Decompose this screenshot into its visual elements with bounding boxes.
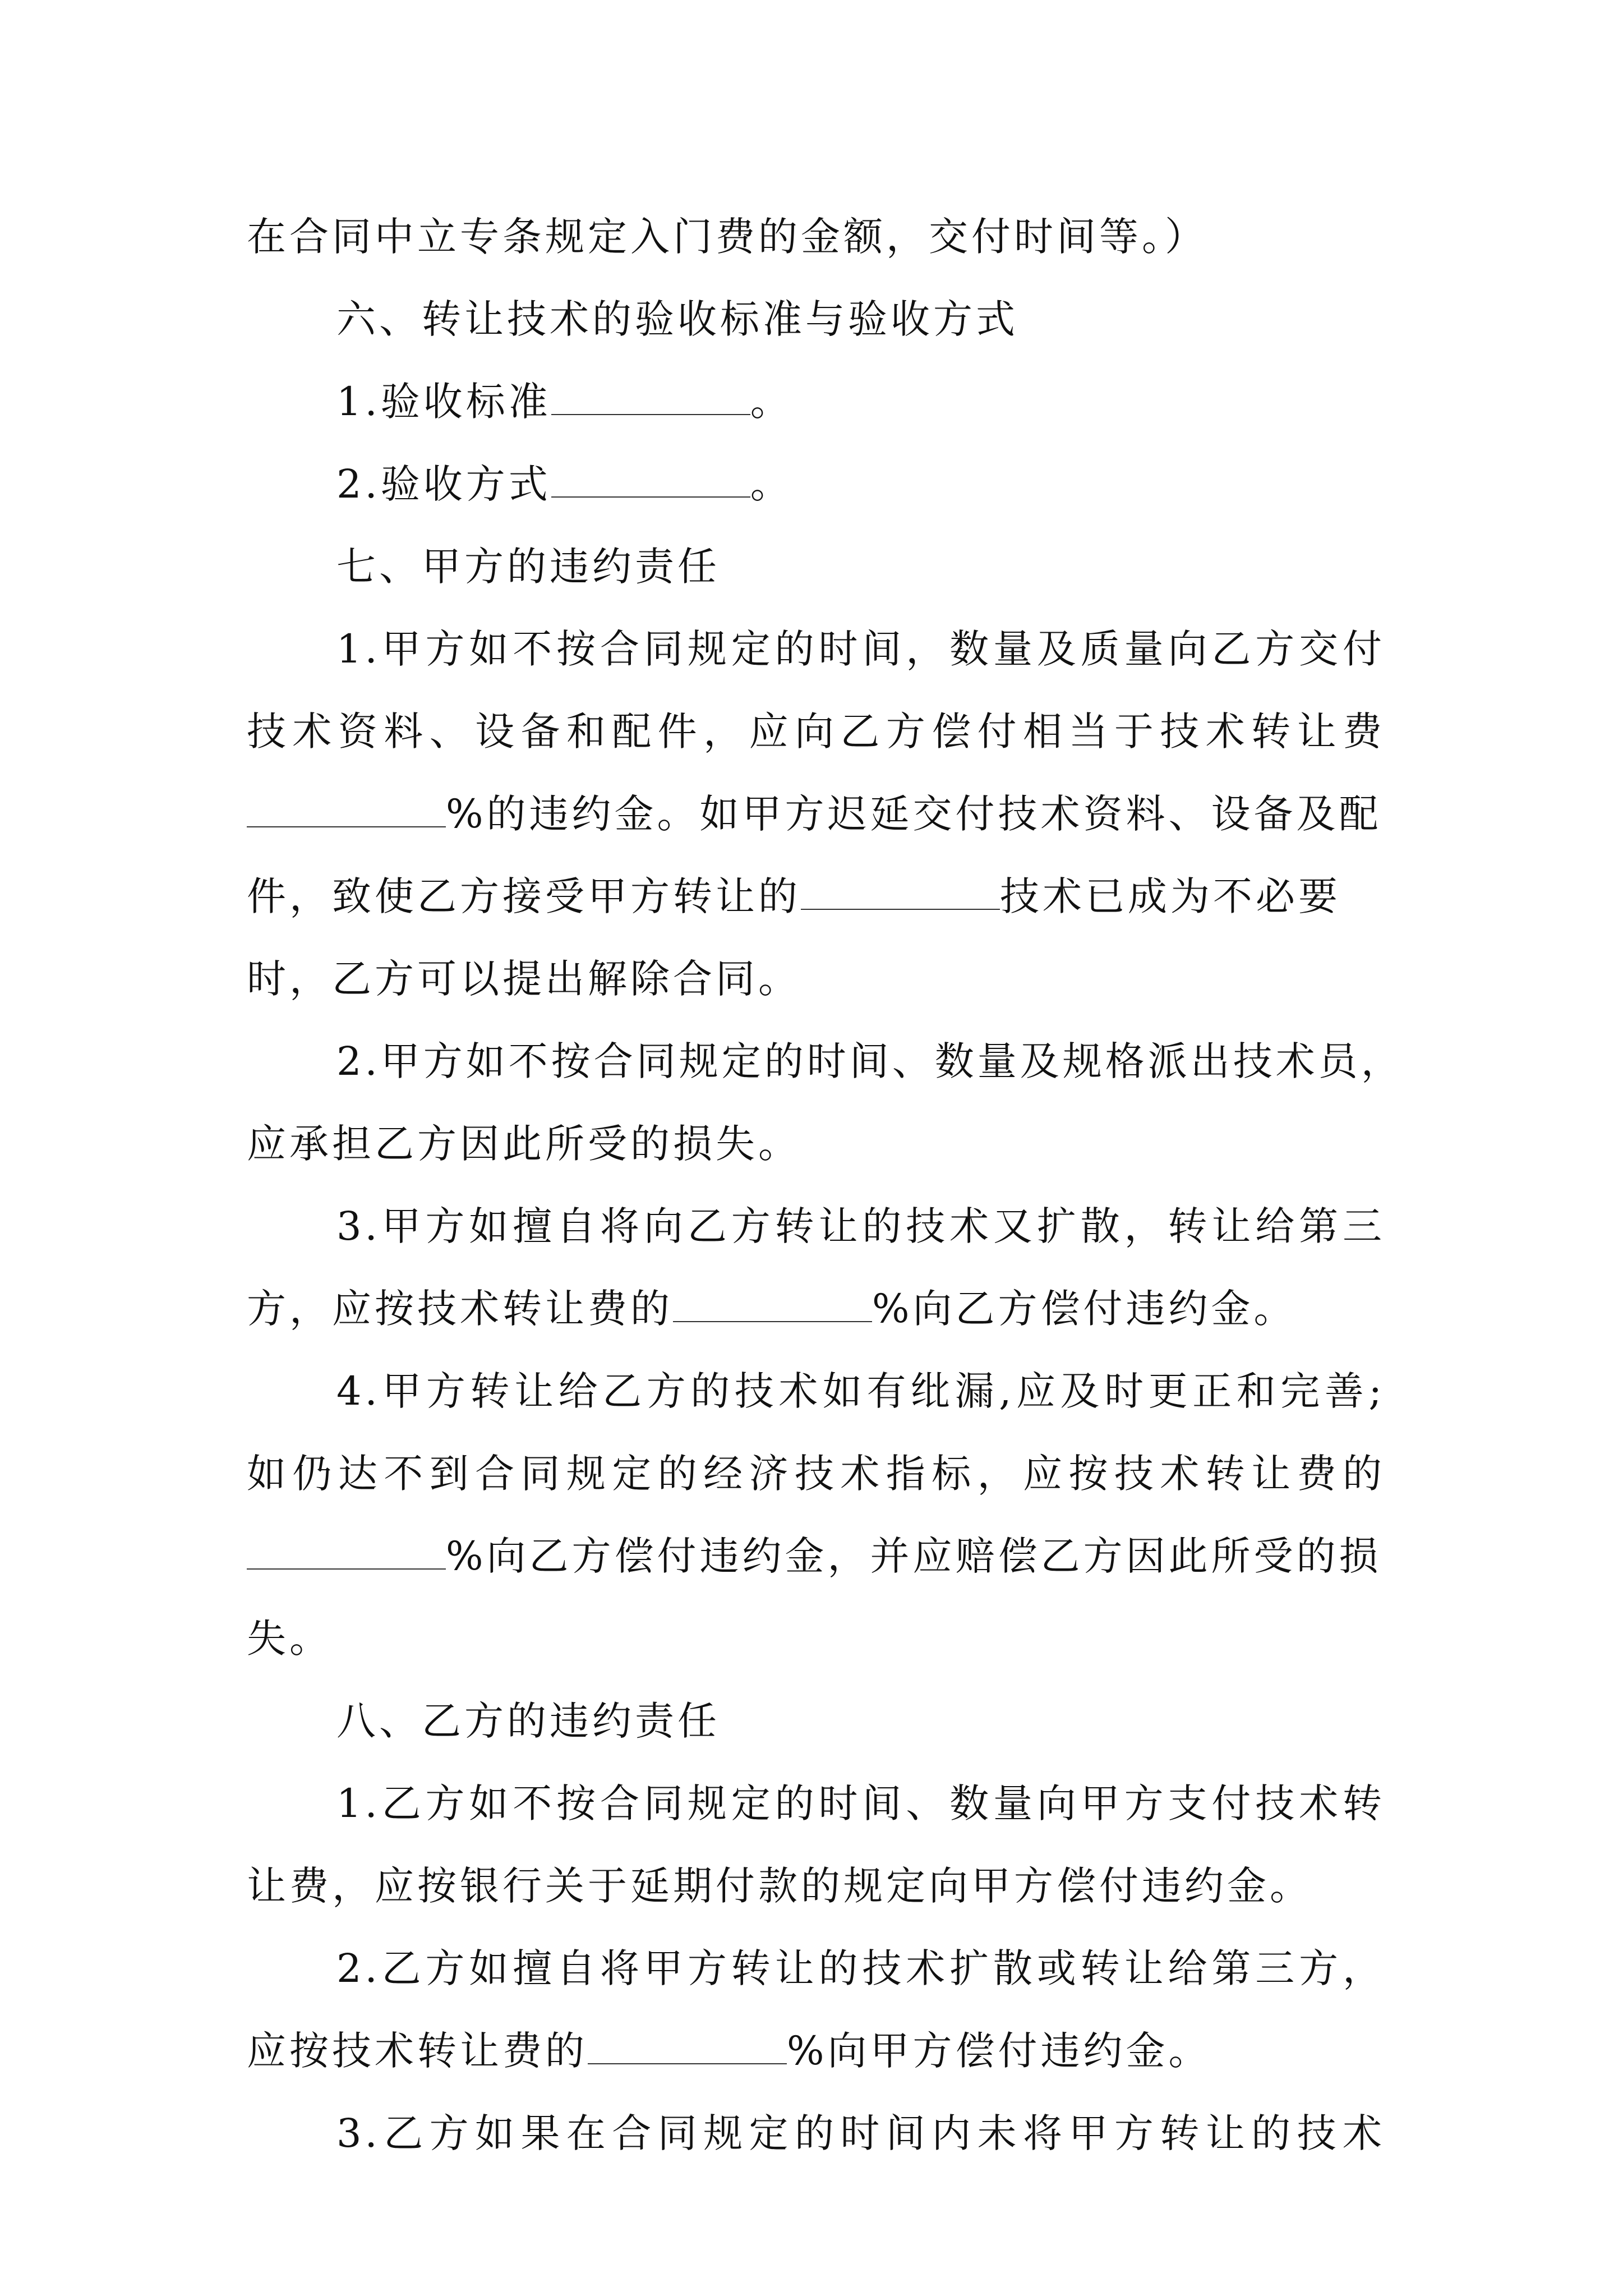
text-line bbox=[336, 2100, 1385, 2167]
text-segment: 八、乙方的违约责任 bbox=[336, 1698, 720, 1744]
text-line bbox=[247, 2017, 1385, 2085]
text-line bbox=[247, 1440, 1385, 1507]
text-segment: 2.乙方如擅自将甲方转让的技术扩散或转让给第三方， bbox=[336, 1945, 1385, 1991]
text-line bbox=[336, 615, 1385, 683]
text-line bbox=[247, 1110, 1385, 1177]
text-line bbox=[336, 1770, 1385, 1837]
text-segment: 在合同中立专条规定入门费的金额，交付时间等。） bbox=[247, 214, 1207, 260]
section-heading bbox=[336, 286, 1385, 353]
text-segment: 时，乙方可以提出解除合同。 bbox=[247, 956, 801, 1002]
text-line bbox=[336, 1935, 1385, 2002]
fill-in-blank bbox=[551, 464, 750, 498]
text-segment: 1.乙方如不按合同规定的时间、数量向甲方支付技术转 bbox=[336, 1780, 1385, 1826]
text-segment: 。 bbox=[750, 461, 793, 507]
fill-in-blank bbox=[588, 2031, 787, 2064]
text-line bbox=[247, 780, 1385, 848]
text-segment: 1.验收标准 bbox=[336, 379, 551, 425]
text-segment: 失。 bbox=[247, 1616, 332, 1662]
section-heading bbox=[336, 533, 1385, 600]
text-segment: 方，应按技术转让费的 bbox=[247, 1286, 673, 1332]
fill-in-blank bbox=[247, 794, 446, 827]
section-heading bbox=[336, 1687, 1385, 1755]
text-line bbox=[247, 1275, 1385, 1342]
text-segment: 4.甲方转让给乙方的技术如有纰漏,应及时更正和完善; bbox=[336, 1368, 1385, 1414]
text-segment: 七、甲方的违约责任 bbox=[336, 544, 720, 590]
text-segment: 让费，应按银行关于延期付款的规定向甲方偿付违约金。 bbox=[247, 1863, 1312, 1909]
text-segment: %向乙方偿付违约金。 bbox=[872, 1286, 1297, 1332]
text-segment: 3.甲方如擅自将向乙方转让的技术又扩散，转让给第三 bbox=[336, 1203, 1385, 1249]
text-segment: 。 bbox=[750, 379, 793, 425]
text-segment: 2.甲方如不按合同规定的时间、数量及规格派出技术员， bbox=[336, 1038, 1404, 1084]
text-line bbox=[336, 1028, 1404, 1095]
text-line bbox=[247, 698, 1385, 765]
text-segment: 1.甲方如不按合同规定的时间，数量及质量向乙方交付 bbox=[336, 626, 1385, 672]
text-segment: 3.乙方如果在合同规定的时间内未将甲方转让的技术 bbox=[336, 2110, 1385, 2156]
text-segment: 如仍达不到合同规定的经济技术指标，应按技术转让费的 bbox=[247, 1451, 1385, 1497]
text-segment: 2.验收方式 bbox=[336, 461, 551, 507]
fill-in-blank bbox=[551, 381, 750, 415]
text-segment: 应按技术转让费的 bbox=[247, 2028, 588, 2074]
text-line bbox=[247, 1605, 1385, 1672]
text-line bbox=[336, 1358, 1385, 1425]
text-line bbox=[336, 450, 1385, 518]
text-segment: 技术资料、设备和配件，应向乙方偿付相当于技术转让费 bbox=[247, 708, 1385, 754]
text-segment: %向甲方偿付违约金。 bbox=[787, 2028, 1211, 2074]
text-segment: 件，致使乙方接受甲方转让的 bbox=[247, 873, 801, 919]
text-line bbox=[247, 1522, 1385, 1590]
text-segment: %向乙方偿付违约金，并应赔偿乙方因此所受的损 bbox=[446, 1533, 1382, 1579]
text-segment: 应承担乙方因此所受的损失。 bbox=[247, 1121, 801, 1167]
fill-in-blank bbox=[247, 1536, 446, 1570]
fill-in-blank bbox=[801, 876, 1000, 910]
text-line bbox=[336, 1193, 1385, 1260]
text-segment: %的违约金。如甲方迟延交付技术资料、设备及配 bbox=[446, 791, 1382, 837]
text-line bbox=[247, 1852, 1385, 1920]
fill-in-blank bbox=[673, 1289, 872, 1322]
text-line bbox=[247, 945, 1385, 1013]
text-line bbox=[247, 863, 1385, 930]
text-segment: 技术已成为不必要 bbox=[1000, 873, 1341, 919]
text-line bbox=[336, 368, 1385, 435]
text-line bbox=[247, 203, 1385, 270]
text-segment: 六、转让技术的验收标准与验收方式 bbox=[336, 296, 1018, 342]
